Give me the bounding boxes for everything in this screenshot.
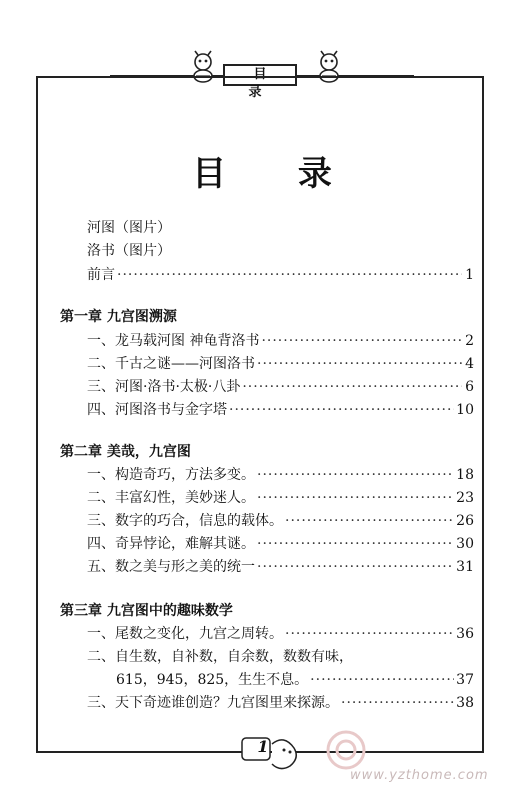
toc-entry-page: 30 <box>456 536 474 552</box>
toc-entry-page: 26 <box>456 513 474 529</box>
toc-entry[interactable] <box>87 330 474 350</box>
dot-leader <box>117 267 462 283</box>
toc-entry-text: 五、数之美与形之美的统一 <box>87 559 255 575</box>
toc-entry[interactable] <box>87 353 474 373</box>
dot-leader <box>341 695 454 711</box>
toc-entry-text: 二、千古之谜——河图洛书 <box>87 356 255 372</box>
dot-leader <box>285 513 454 529</box>
toc-entry-page: 10 <box>456 402 474 418</box>
chapter-title: 第三章 九宫图中的趣味数学 <box>60 603 233 619</box>
toc-entry[interactable] <box>87 510 474 530</box>
toc-entry[interactable] <box>87 399 474 419</box>
toc-entry-text: 一、尾数之变化，九宫之周转。 <box>87 626 283 642</box>
toc-entry-page: 31 <box>456 559 474 575</box>
toc-entry[interactable] <box>87 623 474 643</box>
toc-entry-page: 2 <box>465 333 474 349</box>
dot-leader <box>285 626 454 642</box>
toc-entry-text: 二、自生数，自补数，自余数，数数有味， <box>87 649 353 665</box>
toc-entry[interactable] <box>87 533 474 553</box>
toc-entry[interactable] <box>87 692 474 712</box>
front-matter-luoshu: 洛书（图片） <box>87 243 171 259</box>
chapter-title: 第一章 九宫图溯源 <box>60 309 177 325</box>
dot-leader <box>257 490 454 506</box>
toc-entry-page: 23 <box>456 490 474 506</box>
toc-entry-text: 三、河图·洛书·太极·八卦 <box>87 379 241 395</box>
toc-entry-text: 615，945，825，生生不息。 <box>116 672 309 688</box>
toc-entry-text: 四、河图洛书与金字塔 <box>87 402 227 418</box>
dot-leader <box>229 402 454 418</box>
toc-entry-page: 1 <box>465 267 474 283</box>
toc-entry-text: 四、奇异悖论，难解其谜。 <box>87 536 255 552</box>
toc-entry[interactable] <box>87 487 474 507</box>
chapter-title: 第二章 美哉，九宫图 <box>60 444 191 460</box>
toc-entry[interactable] <box>87 556 474 576</box>
front-matter-hetu: 河图（图片） <box>87 220 171 236</box>
toc-entry-page: 36 <box>456 626 474 642</box>
toc-entry-text: 前言 <box>87 267 115 283</box>
toc-entry-page: 38 <box>456 695 474 711</box>
toc-entry-page: 4 <box>465 356 474 372</box>
toc-entry[interactable] <box>87 376 474 396</box>
page-number: 1 <box>257 737 269 756</box>
toc-entry[interactable] <box>116 669 474 689</box>
dot-leader <box>257 467 454 483</box>
dot-leader <box>242 379 462 395</box>
toc-entry-text: 三、天下奇迹谁创造？九宫图里来探源。 <box>87 695 339 711</box>
watermark-text: www.yzthome.com <box>350 768 489 783</box>
toc-entry-text: 二、丰富幻性，美妙迷人。 <box>87 490 255 506</box>
toc-entry-text: 一、构造奇巧，方法多变。 <box>87 467 255 483</box>
dot-leader <box>257 559 454 575</box>
dot-leader <box>261 333 462 349</box>
toc-entry-page: 37 <box>456 672 474 688</box>
dot-leader <box>257 356 462 372</box>
header-label: 目 录 <box>223 64 297 86</box>
toc-entry[interactable] <box>87 464 474 484</box>
dot-leader <box>310 672 454 688</box>
toc-entry-page: 6 <box>465 379 474 395</box>
toc-entry-preface[interactable] <box>87 264 474 284</box>
toc-entry-page: 18 <box>456 467 474 483</box>
page-title: 目 录 <box>192 154 362 194</box>
dot-leader <box>257 536 454 552</box>
toc-entry-text: 一、龙马载河图 神龟背洛书 <box>87 333 260 349</box>
toc-entry-text: 三、数字的巧合，信息的载体。 <box>87 513 283 529</box>
